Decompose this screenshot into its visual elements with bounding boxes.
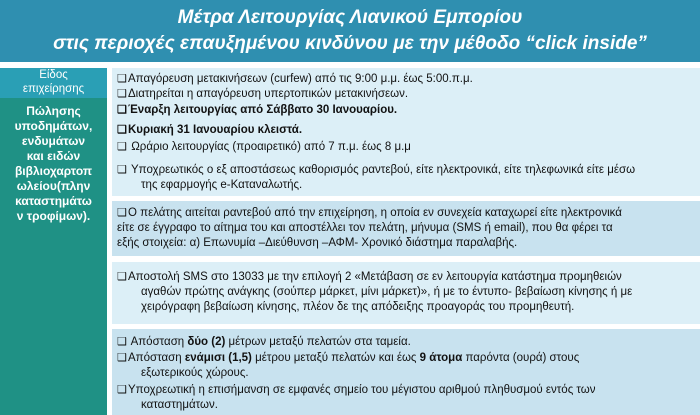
- checkbox-icon: ❑: [117, 104, 127, 116]
- business-type-line: Πώλησης: [26, 104, 81, 118]
- list-item: ❑Υποχρεωτική η επισήμανση σε εμφανές σημείο του μέγιστου αριθμού πληθυσμού εντός των: [117, 384, 596, 396]
- list-item: ❑Έναρξη λειτουργίας από Σάββατο 30 Ιανουαρίου.: [117, 104, 398, 116]
- checkbox-icon: ❑: [117, 88, 127, 100]
- checkbox-icon: ❑: [117, 141, 127, 153]
- list-item: ❑Διατηρείται η απαγόρευση υπερτοπικών μετακινήσεων.: [117, 88, 409, 100]
- list-item-continuation: της εφαρμογής e-Καταναλωτής.: [141, 179, 303, 191]
- list-item-continuation: χειρόγραφη βεβαίωση κίνησης, πλέον δε της απόδειξης προαγοράς του προμηθευτή.: [141, 301, 575, 313]
- checkbox-icon: ❑: [117, 384, 127, 396]
- list-item-continuation: εξωτερικούς χώρους.: [141, 367, 249, 379]
- list-item: ❑Αποστολή SMS στο 13033 με την επιλογή 2 «Μετάβαση σε εν λειτουργία κατάστημα προμηθειών: [117, 271, 622, 283]
- checkbox-icon: ❑: [117, 336, 127, 348]
- title-line-2: στις περιοχές επαυξημένου κινδύνου με την μέθοδο “click inside”: [53, 33, 647, 54]
- section-sms: [112, 262, 700, 324]
- sidebar-header-line-1: Είδος: [39, 69, 68, 81]
- checkbox-icon: ❑: [117, 73, 127, 85]
- checkbox-icon: ❑: [117, 124, 127, 136]
- checkbox-icon: ❑: [117, 352, 127, 364]
- list-item-continuation: αγαθών πρώτης ανάγκης (σούπερ μάρκετ, μίνι μάρκετ)», ή με το έντυπο- βεβαίωση κίνησης ή με: [141, 286, 633, 298]
- sidebar-header: [0, 68, 107, 98]
- list-item: ❑ Ωράριο λειτουργίας (προαιρετικό) από 7 π.μ. έως 8 μ.μ: [117, 141, 411, 153]
- checkbox-icon: ❑: [117, 164, 127, 176]
- list-item: ❑ Απόσταση δύο (2) μέτρων μεταξύ πελατών στα ταμεία.: [117, 336, 411, 348]
- measures-content: [112, 68, 700, 415]
- business-type-text: [0, 104, 107, 224]
- section-appointment: [112, 201, 700, 256]
- list-item: ❑Ο πελάτης αιτείται ραντεβού από την επιχείρηση, η οποία εν συνεχεία καταχωρεί είτε ηλεκτρονικά: [117, 207, 622, 219]
- list-item-continuation: εξής στοιχεία: α) Επωνυμία –Διεύθυνση –ΑΦΜ- Χρονικό διάστημα παραλαβής.: [117, 237, 518, 249]
- business-type-line: βιβλιοχαρτοπ: [14, 164, 93, 178]
- business-type-line: ωλείου(πλην: [16, 179, 91, 193]
- section-distances: [112, 329, 700, 415]
- title-banner: [0, 0, 700, 62]
- list-item: ❑Κυριακή 31 Ιανουαρίου κλειστά.: [117, 124, 303, 136]
- checkbox-icon: ❑: [117, 207, 127, 219]
- list-item-continuation: είτε σε έγγραφο το αίτημα του και αποστέλλει τον πελάτη, μήνυμα (SMS ή email), που θα φέρει τα: [117, 222, 613, 234]
- section-general-rules: [112, 68, 700, 196]
- business-type-line: υποδημάτων,: [14, 119, 93, 133]
- checkbox-icon: ❑: [117, 271, 127, 283]
- sidebar-header-line-2: επιχείρησης: [22, 83, 85, 95]
- business-type-line: καταστημάτω: [15, 194, 92, 208]
- list-item: ❑ Υποχρεωτικός ο εξ αποστάσεως καθορισμός ραντεβού, είτε ηλεκτρονικά, είτε τηλεφωνικά είτε μέσω: [117, 164, 636, 176]
- business-type-line: ν τροφίμων).: [16, 209, 91, 223]
- list-item: ❑Απαγόρευση μετακινήσεων (curfew) από τις 9:00 μ.μ. έως 5:00.π.μ.: [117, 73, 473, 85]
- business-type-line: και ειδών: [26, 149, 81, 163]
- list-item-continuation: καταστημάτων.: [141, 399, 218, 411]
- business-type-line: ενδυμάτων: [21, 134, 86, 148]
- title-line-1: Μέτρα Λειτουργίας Λιανικού Εμπορίου: [177, 7, 523, 28]
- list-item: ❑Απόσταση ενάμισι (1,5) μέτρου μεταξύ πελατών και έως 9 άτομα παρόντα (ουρά) στους: [117, 352, 580, 364]
